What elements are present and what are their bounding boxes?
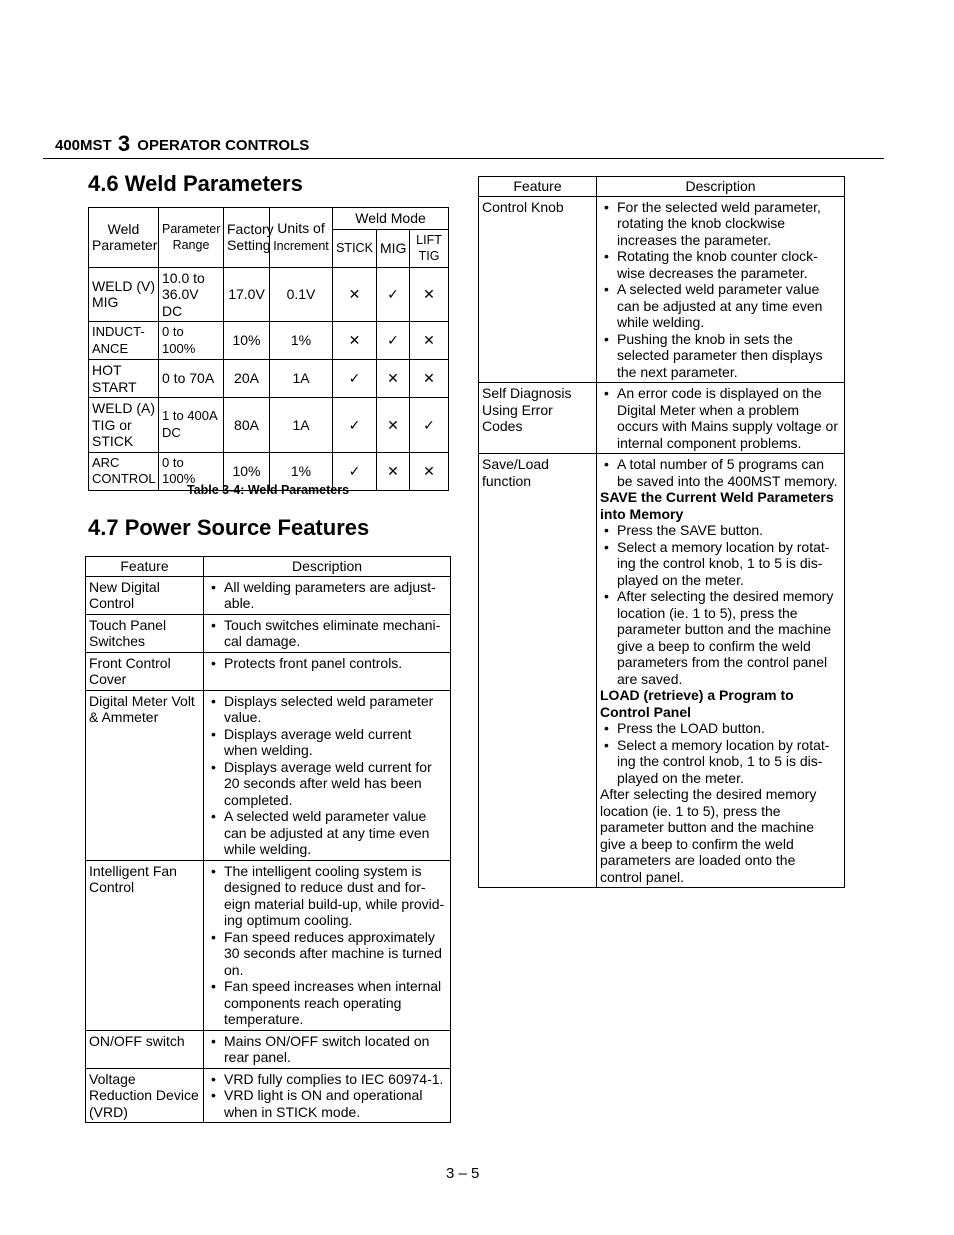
page-header bbox=[55, 131, 309, 157]
feature-description bbox=[204, 860, 451, 1030]
row-stick-mark: ✓ bbox=[333, 360, 377, 398]
table-row bbox=[89, 322, 449, 360]
table-row bbox=[479, 454, 845, 888]
row-units: 1A bbox=[270, 398, 333, 453]
feature-name: Save/Load function bbox=[479, 454, 597, 888]
control-features-table bbox=[478, 176, 845, 888]
table-row bbox=[479, 383, 845, 454]
feature-name: Digital Meter Volt & Ammeter bbox=[86, 690, 204, 860]
section-4-6-title: 4.6 Weld Parameters bbox=[88, 171, 303, 196]
feature-name: Voltage Reduction Device (VRD) bbox=[86, 1068, 204, 1123]
list-item: • After selecting the desired memory location (ie. 1 to 5), press the parameter button and the machine give a beep to confirm the weld parameters from the control panel are saved. bbox=[600, 588, 841, 687]
row-factory: 10% bbox=[224, 322, 270, 360]
col-units-label: Units of bbox=[277, 220, 325, 237]
list-item: • Press the SAVE button. bbox=[600, 522, 841, 539]
row-name: WELD (A) TIG or STICK bbox=[89, 398, 159, 453]
list-item: • Fan speed reduces approximately 30 seconds after machine is turned on. bbox=[207, 929, 447, 979]
load-after-text: After selecting the desired memory location (ie. 1 to 5), press the parameter button and the machine give a beep to confirm the weld parameters are loaded onto the control panel. bbox=[600, 786, 817, 885]
row-range: 0 to 70A bbox=[159, 360, 224, 398]
row-tig-mark: ✓ bbox=[410, 398, 449, 453]
list-item: • Protects front panel controls. bbox=[207, 655, 447, 672]
feature-description bbox=[597, 196, 845, 383]
list-item: • Fan speed increases when internal components reach operating temperature. bbox=[207, 978, 447, 1028]
col-weld-parameter: Weld Parameter bbox=[89, 208, 159, 268]
list-item: • A total number of 5 programs can be saved into the 400MST memory. bbox=[600, 456, 841, 489]
row-factory: 20A bbox=[224, 360, 270, 398]
col-parameter-range: Parameter Range bbox=[159, 208, 224, 268]
table-row bbox=[86, 690, 451, 860]
list-item: • Displays average weld current when welding. bbox=[207, 726, 447, 759]
row-range: 0 to 100% bbox=[159, 322, 224, 360]
row-stick-mark: ✕ bbox=[333, 267, 377, 322]
table-row bbox=[86, 860, 451, 1030]
row-range: 1 to 400A DC bbox=[159, 398, 224, 453]
list-item: • Select a memory location by rotat-ing the control knob, 1 to 5 is dis-played on the meter. bbox=[600, 737, 841, 787]
col-description: Description bbox=[204, 557, 451, 577]
row-tig-mark: ✕ bbox=[410, 322, 449, 360]
list-item: • VRD fully complies to IEC 60974-1. bbox=[207, 1071, 447, 1088]
col-units-increment bbox=[270, 208, 333, 268]
feature-name: Front Control Cover bbox=[86, 652, 204, 690]
feature-name: Self Diagnosis Using Error Codes bbox=[479, 383, 597, 454]
chapter-title: OPERATOR CONTROLS bbox=[137, 137, 310, 154]
row-mig-mark: ✓ bbox=[377, 267, 410, 322]
row-units: 1% bbox=[270, 452, 333, 490]
feature-description bbox=[204, 614, 451, 652]
list-item: • Displays average weld current for 20 seconds after weld has been completed. bbox=[207, 759, 447, 809]
feature-description bbox=[204, 652, 451, 690]
row-factory: 17.0V bbox=[224, 267, 270, 322]
table-row bbox=[89, 398, 449, 453]
col-weld-mode: Weld Mode bbox=[333, 208, 449, 230]
section-4-7-title: 4.7 Power Source Features bbox=[88, 515, 370, 540]
list-item: • For the selected weld parameter, rotating the knob clockwise increases the parameter. bbox=[600, 199, 841, 249]
table-row bbox=[86, 1068, 451, 1123]
feature-name: Intelligent Fan Control bbox=[86, 860, 204, 1030]
row-stick-mark: ✓ bbox=[333, 452, 377, 490]
feature-name: Touch Panel Switches bbox=[86, 614, 204, 652]
table-row bbox=[86, 1030, 451, 1068]
row-stick-mark: ✕ bbox=[333, 322, 377, 360]
header-rule bbox=[43, 158, 884, 159]
row-mig-mark: ✕ bbox=[377, 452, 410, 490]
list-item: • Pushing the knob in sets the selected parameter then displays the next parameter. bbox=[600, 331, 841, 381]
page-number: 3 – 5 bbox=[446, 1165, 480, 1182]
row-range: 0 to 100% bbox=[159, 452, 224, 490]
row-units: 1A bbox=[270, 360, 333, 398]
list-item: • An error code is displayed on the Digital Meter when a problem occurs with Mains supply voltage or internal component problems. bbox=[600, 385, 841, 451]
row-mig-mark: ✕ bbox=[377, 398, 410, 453]
power-source-features-table bbox=[85, 556, 451, 1123]
table-row bbox=[86, 614, 451, 652]
row-tig-mark: ✕ bbox=[410, 267, 449, 322]
row-factory: 10% bbox=[224, 452, 270, 490]
list-item: • Rotating the knob counter clock-wise decreases the parameter. bbox=[600, 248, 841, 281]
list-item: • Press the LOAD button. bbox=[600, 720, 841, 737]
chapter-number: 3 bbox=[117, 131, 131, 156]
row-stick-mark: ✓ bbox=[333, 398, 377, 453]
list-item: • VRD light is ON and operational when in STICK mode. bbox=[207, 1087, 447, 1120]
row-name: WELD (V) MIG bbox=[89, 267, 159, 322]
feature-description bbox=[204, 576, 451, 614]
row-tig-mark: ✕ bbox=[410, 360, 449, 398]
list-item: • The intelligent cooling system is designed to reduce dust and for-eign material build-up, while provid-ing optimum cooling. bbox=[207, 863, 447, 929]
table-caption: Table 3-4: Weld Parameters bbox=[186, 483, 350, 497]
col-mig: MIG bbox=[377, 229, 410, 267]
list-item: • A selected weld parameter value can be adjusted at any time even while welding. bbox=[207, 808, 447, 858]
feature-description bbox=[597, 454, 845, 888]
col-feature: Feature bbox=[86, 557, 204, 577]
feature-description bbox=[597, 383, 845, 454]
row-range: 10.0 to 36.0V DC bbox=[159, 267, 224, 322]
feature-name: New Digital Control bbox=[86, 576, 204, 614]
model-name: 400MST bbox=[55, 137, 112, 154]
row-units: 0.1V bbox=[270, 267, 333, 322]
feature-description bbox=[204, 690, 451, 860]
table-row bbox=[89, 360, 449, 398]
list-item: • Mains ON/OFF switch located on rear panel. bbox=[207, 1033, 447, 1066]
row-factory: 80A bbox=[224, 398, 270, 453]
row-tig-mark: ✕ bbox=[410, 452, 449, 490]
list-item: • Select a memory location by rotat-ing the control knob, 1 to 5 is dis-played on the meter. bbox=[600, 539, 841, 589]
feature-name: ON/OFF switch bbox=[86, 1030, 204, 1068]
col-increment-label: Increment bbox=[273, 238, 329, 253]
row-mig-mark: ✕ bbox=[377, 360, 410, 398]
weld-parameters-table bbox=[88, 207, 449, 491]
col-feature: Feature bbox=[479, 177, 597, 197]
col-factory-setting: Factory Setting bbox=[224, 208, 270, 268]
col-description: Description bbox=[597, 177, 845, 197]
table-row bbox=[479, 196, 845, 383]
save-heading: SAVE the Current Weld Parameters into Memory bbox=[600, 489, 834, 522]
list-item: • Displays selected weld parameter value. bbox=[207, 693, 447, 726]
feature-description bbox=[204, 1068, 451, 1123]
table-row bbox=[89, 267, 449, 322]
row-units: 1% bbox=[270, 322, 333, 360]
row-name: INDUCT-ANCE bbox=[89, 322, 159, 360]
row-name: ARC CONTROL bbox=[89, 452, 159, 490]
list-item: • Touch switches eliminate mechani-cal damage. bbox=[207, 617, 447, 650]
table-row bbox=[86, 576, 451, 614]
row-mig-mark: ✓ bbox=[377, 322, 410, 360]
feature-description bbox=[204, 1030, 451, 1068]
feature-name: Control Knob bbox=[479, 196, 597, 383]
table-row bbox=[86, 652, 451, 690]
list-item: • A selected weld parameter value can be adjusted at any time even while welding. bbox=[600, 281, 841, 331]
list-item: • All welding parameters are adjust-able. bbox=[207, 579, 447, 612]
row-name: HOT START bbox=[89, 360, 159, 398]
col-stick: STICK bbox=[333, 229, 377, 267]
load-heading: LOAD (retrieve) a Program to Control Panel bbox=[600, 687, 794, 720]
col-lift-tig: LIFT TIG bbox=[410, 229, 449, 267]
